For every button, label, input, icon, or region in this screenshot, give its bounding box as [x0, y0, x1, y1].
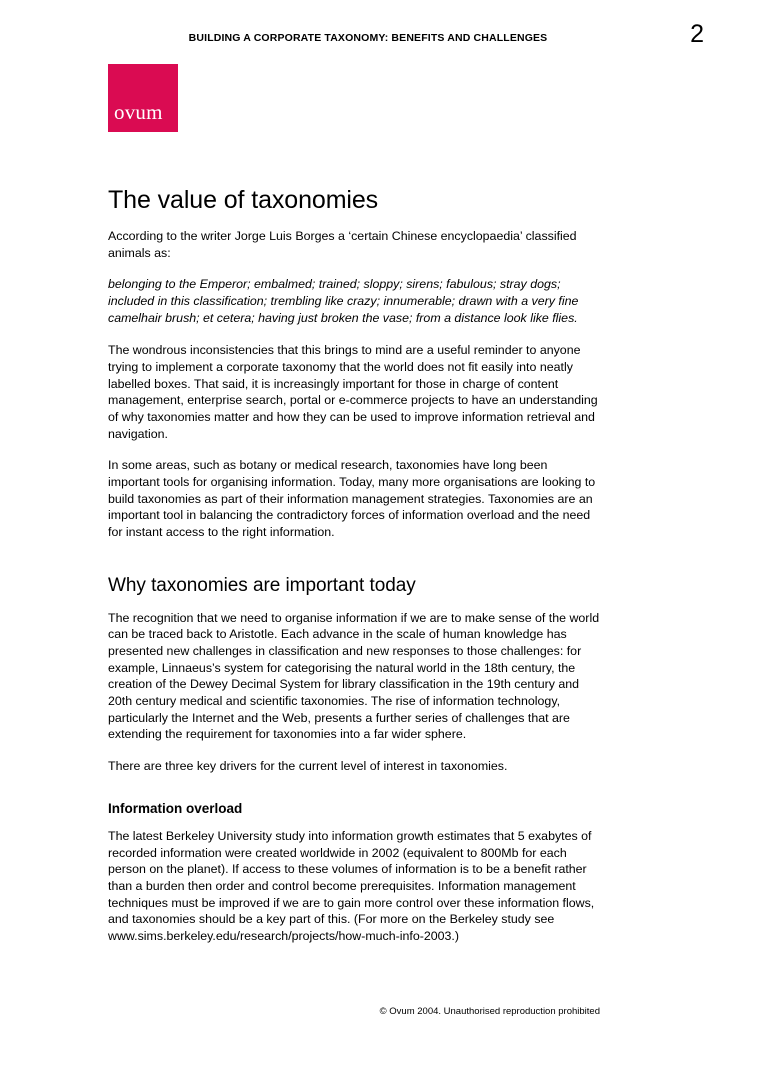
paragraph-berkeley-study: The latest Berkeley University study into information growth estimates that 5 exabytes of recorded information were created worldwide in 2002 (equivalent to 800Mb for each person on the planet). If access to these volumes of information is to be a benefit rather than a burden then order and control become prerequisites. Information management techniques must be improved if we are to gain more control over these information flows, and taxonomies should be a key part of this. (For more on the Berkeley study see www.sims.berkeley.edu/research/projects/how-much-info-2003.) [108, 828, 595, 943]
borges-quotation: belonging to the Emperor; embalmed; trained; sloppy; sirens; fabulous; stray dogs; included in this classification; trembling like crazy; innumerable; drawn with a very fine camelhair brush; et cetera; having just broken the vase; from a distance look like flies. [108, 277, 579, 325]
running-header [108, 20, 704, 54]
paragraph-wondrous-inconsistencies: The wondrous inconsistencies that this brings to mind are a useful reminder to anyone trying to implement a corporate taxonomy that the world does not fit easily into neatly labelled boxes. That said, it is increasingly important for those in charge of content management, enterprise search, portal or e-commerce projects to have an understanding of why taxonomies matter and how they can be used to improve information retrieval and navigation. [108, 343, 598, 441]
page-number: 2 [690, 20, 704, 48]
intro-paragraph: According to the writer Jorge Luis Borges a ‘certain Chinese encyclopaedia’ classified animals as: [108, 229, 577, 260]
section-heading-why-taxonomies: Why taxonomies are important today [108, 574, 416, 596]
paragraph-three-key-drivers: There are three key drivers for the current level of interest in taxonomies. [108, 758, 508, 773]
sub-heading-information-overload: Information overload [108, 800, 243, 816]
document-content [108, 186, 600, 945]
paragraph-recognition: The recognition that we need to organise information if we are to make sense of the world can be traced back to Aristotle. Each advance in the scale of human knowledge has presented new challenges in classification and new responses to those challenges: for example, Linnaeus’s system for categorising the natural world in the 18th century, the creation of the Dewey Decimal System for library classification in the 19th century and 20th century medical and scientific taxonomies. The rise of information technology, particularly the Internet and the Web, presents a further series of challenges that are extending the requirement for taxonomies into a far wider sphere. [108, 610, 600, 742]
ovum-logo [108, 64, 178, 132]
running-header-title: BUILDING A CORPORATE TAXONOMY: BENEFITS AND CHALLENGES [188, 32, 548, 44]
footer-copyright: © Ovum 2004. Unauthorised reproduction prohibited [379, 1006, 600, 1017]
page-title: The value of taxonomies [108, 186, 379, 214]
ovum-logo-wordmark: ovum [114, 100, 163, 124]
paragraph-some-areas: In some areas, such as botany or medical research, taxonomies have long been important tools for organising information. Today, many more organisations are looking to build taxonomies as part of their information management strategies. Taxonomies are an important tool in balancing the contradictory forces of information overload and the need for instant access to the right information. [108, 458, 596, 540]
